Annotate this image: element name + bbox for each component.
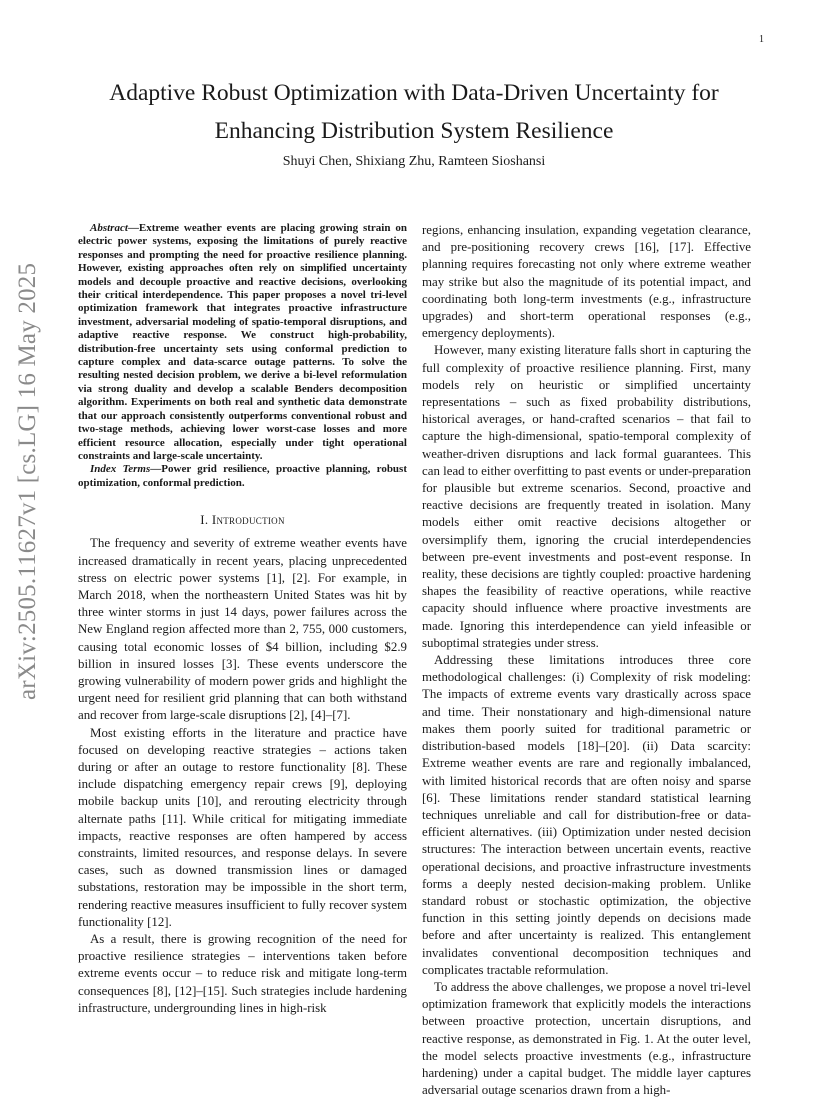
left-column: [78, 222, 407, 1017]
arxiv-stamp: arXiv:2505.11627v1 [cs.LG] 16 May 2025: [14, 262, 41, 700]
index-terms-label: Index Terms: [90, 463, 151, 476]
paragraph: As a result, there is growing recognition of the need for proactive resilience strategies – interventions taken before extreme events occur – to reduce risk and mitigate long-term consequences [8], [12]–[15]. Such strategies include hardening infrastructure, undergrounding lines in high-risk: [78, 932, 407, 1015]
paragraph: However, many existing literature falls short in capturing the full complexity of proactive resilience planning. First, many models rely on heuristic or simplified uncertainty representations – such as fixed probability distributions, historical averages, or hand-crafted scenarios – that fail to capture the high-dimensional, spatio-temporal complexity of weather-driven disruptions and lack formal guarantees. This can lead to either overfitting to past events or under-preparation for plausible but extreme scenarios. Second, proactive and reactive decisions are frequently treated in isolation. Many models either omit reactive decisions altogether or oversimplify them, ignoring the crucial interdependencies between pre-event investments and post-event response. In reality, these decisions are tightly coupled: proactive hardening shapes the feasibility of reactive operations, while reactive capacity should influence where proactive investments are made. Ignoring this interdependence can yield infeasible or suboptimal strategies under stress.: [422, 343, 751, 650]
paragraph: To address the above challenges, we propose a novel tri-level optimization framework that explicitly models the interactions between proactive protection, uncertain disruptions, and reactive response, as demonstrated in Fig. 1. At the outer level, the model selects proactive investments (e.g., infrastructure hardening) under a capital budget. The middle layer captures adversarial outage scenarios drawn from a high-: [422, 979, 751, 1098]
paragraph: regions, enhancing insulation, expanding vegetation clearance, and pre-positioning recovery crews [16], [17]. Effective planning requires forecasting not only where extreme weather may strike but also the magnitude of its potential impact, and coordinating both long-term investments (e.g., infrastructure upgrades) and short-term operational responses (e.g., emergency deployments).: [422, 223, 751, 341]
abstract-text: —Extreme weather events are placing growing strain on electric power systems, exposing the limitations of purely reactive responses and prompting the need for proactive resilience planning. However, existing approaches often rely on simplified uncertainty models and decouple proactive and reactive decisions, overlooking their critical interdependence. This paper proposes a novel tri-level optimization framework that integrates proactive infrastructure investment, adversarial modeling of spatio-temporal disruptions, and adaptive reactive response. We construct high-probability, distribution-free uncertainty sets using conformal prediction to capture complex and data-scarce outage patterns. To solve the resulting nested decision problem, we derive a bi-level reformulation via strong duality and develop a scalable Benders decomposition algorithm. Experiments on both real and synthetic data demonstrate that our approach consistently outperforms conventional robust and two-stage methods, achieving lower worst-case losses and more efficient resource allocation, especially under tight operational constraints and large-scale uncertainty.: [78, 222, 407, 462]
paper-title: [60, 74, 768, 150]
page-number: 1: [759, 34, 764, 45]
index-terms-text: —Power grid resilience, proactive planning, robust optimization, conformal prediction.: [78, 463, 407, 489]
paper-title-line-2: Enhancing Distribution System Resilience: [214, 118, 614, 144]
paragraph: Most existing efforts in the literature and practice have focused on developing reactive strategies – actions taken during or after an outage to restore functionality [8]. These include dispatching emergency repair crews [9], deploying mobile backup units [10], and rerouting electricity through alternate paths [11]. While critical for mitigating immediate impacts, reactive responses are often hampered by access constraints, limited resources, and response delays. In severe cases, such as downed transmission lines or damaged substations, restoration may be impossible in the short term, rendering reactive measures insufficient to fully recover system functionality [12].: [78, 725, 407, 929]
right-column: [422, 222, 751, 1099]
abstract-label: Abstract: [90, 222, 128, 234]
index-terms: [78, 463, 407, 490]
section-heading-introduction: I. Introduction: [200, 513, 285, 528]
author-list: Shuyi Chen, Shixiang Zhu, Ramteen Sioshansi: [282, 154, 546, 169]
abstract: [78, 222, 407, 463]
paper-title-line-1: Adaptive Robust Optimization with Data-Driven Uncertainty for: [109, 80, 719, 106]
paragraph: Addressing these limitations introduces three core methodological challenges: (i) Complexity of risk modeling: The impacts of extreme events vary drastically across space and time. Their nonstationary and high-dimensional nature makes them poorly suited for traditional parametric or distribution-based models [18]–[20]. (ii) Data scarcity: Extreme weather events are rare and regionally imbalanced, with limited historical records that are often noisy and sparse [6]. These limitations render standard statistical learning techniques unreliable and call for distribution-free or data-efficient alternatives. (iii) Optimization under nested decision structures: The interaction between uncertain events, reactive operational decisions, and proactive infrastructure investments forms a deeply nested decision-making problem. Unlike standard robust or stochastic optimization, the objective function in this setting jointly depends on decisions made before and after uncertainty is realized. This entanglement invalidates conventional decomposition techniques and complicates tractable reformulation.: [422, 653, 751, 977]
paragraph: The frequency and severity of extreme weather events have increased dramatically in recent years, placing unprecedented stress on electric power systems [1], [2]. For example, in March 2018, when the northeastern United States was hit by three winter storms in just 14 days, power failures across the New England region affected more than 2, 755, 000 customers, causing total economic losses of $4 billion, including $2.9 billion in insured losses [3]. These events underscore the growing vulnerability of modern power grids and highlight the urgent need for resilient grid planning that can both withstand and recover from large-scale disruptions [2], [4]–[7].: [78, 536, 407, 723]
